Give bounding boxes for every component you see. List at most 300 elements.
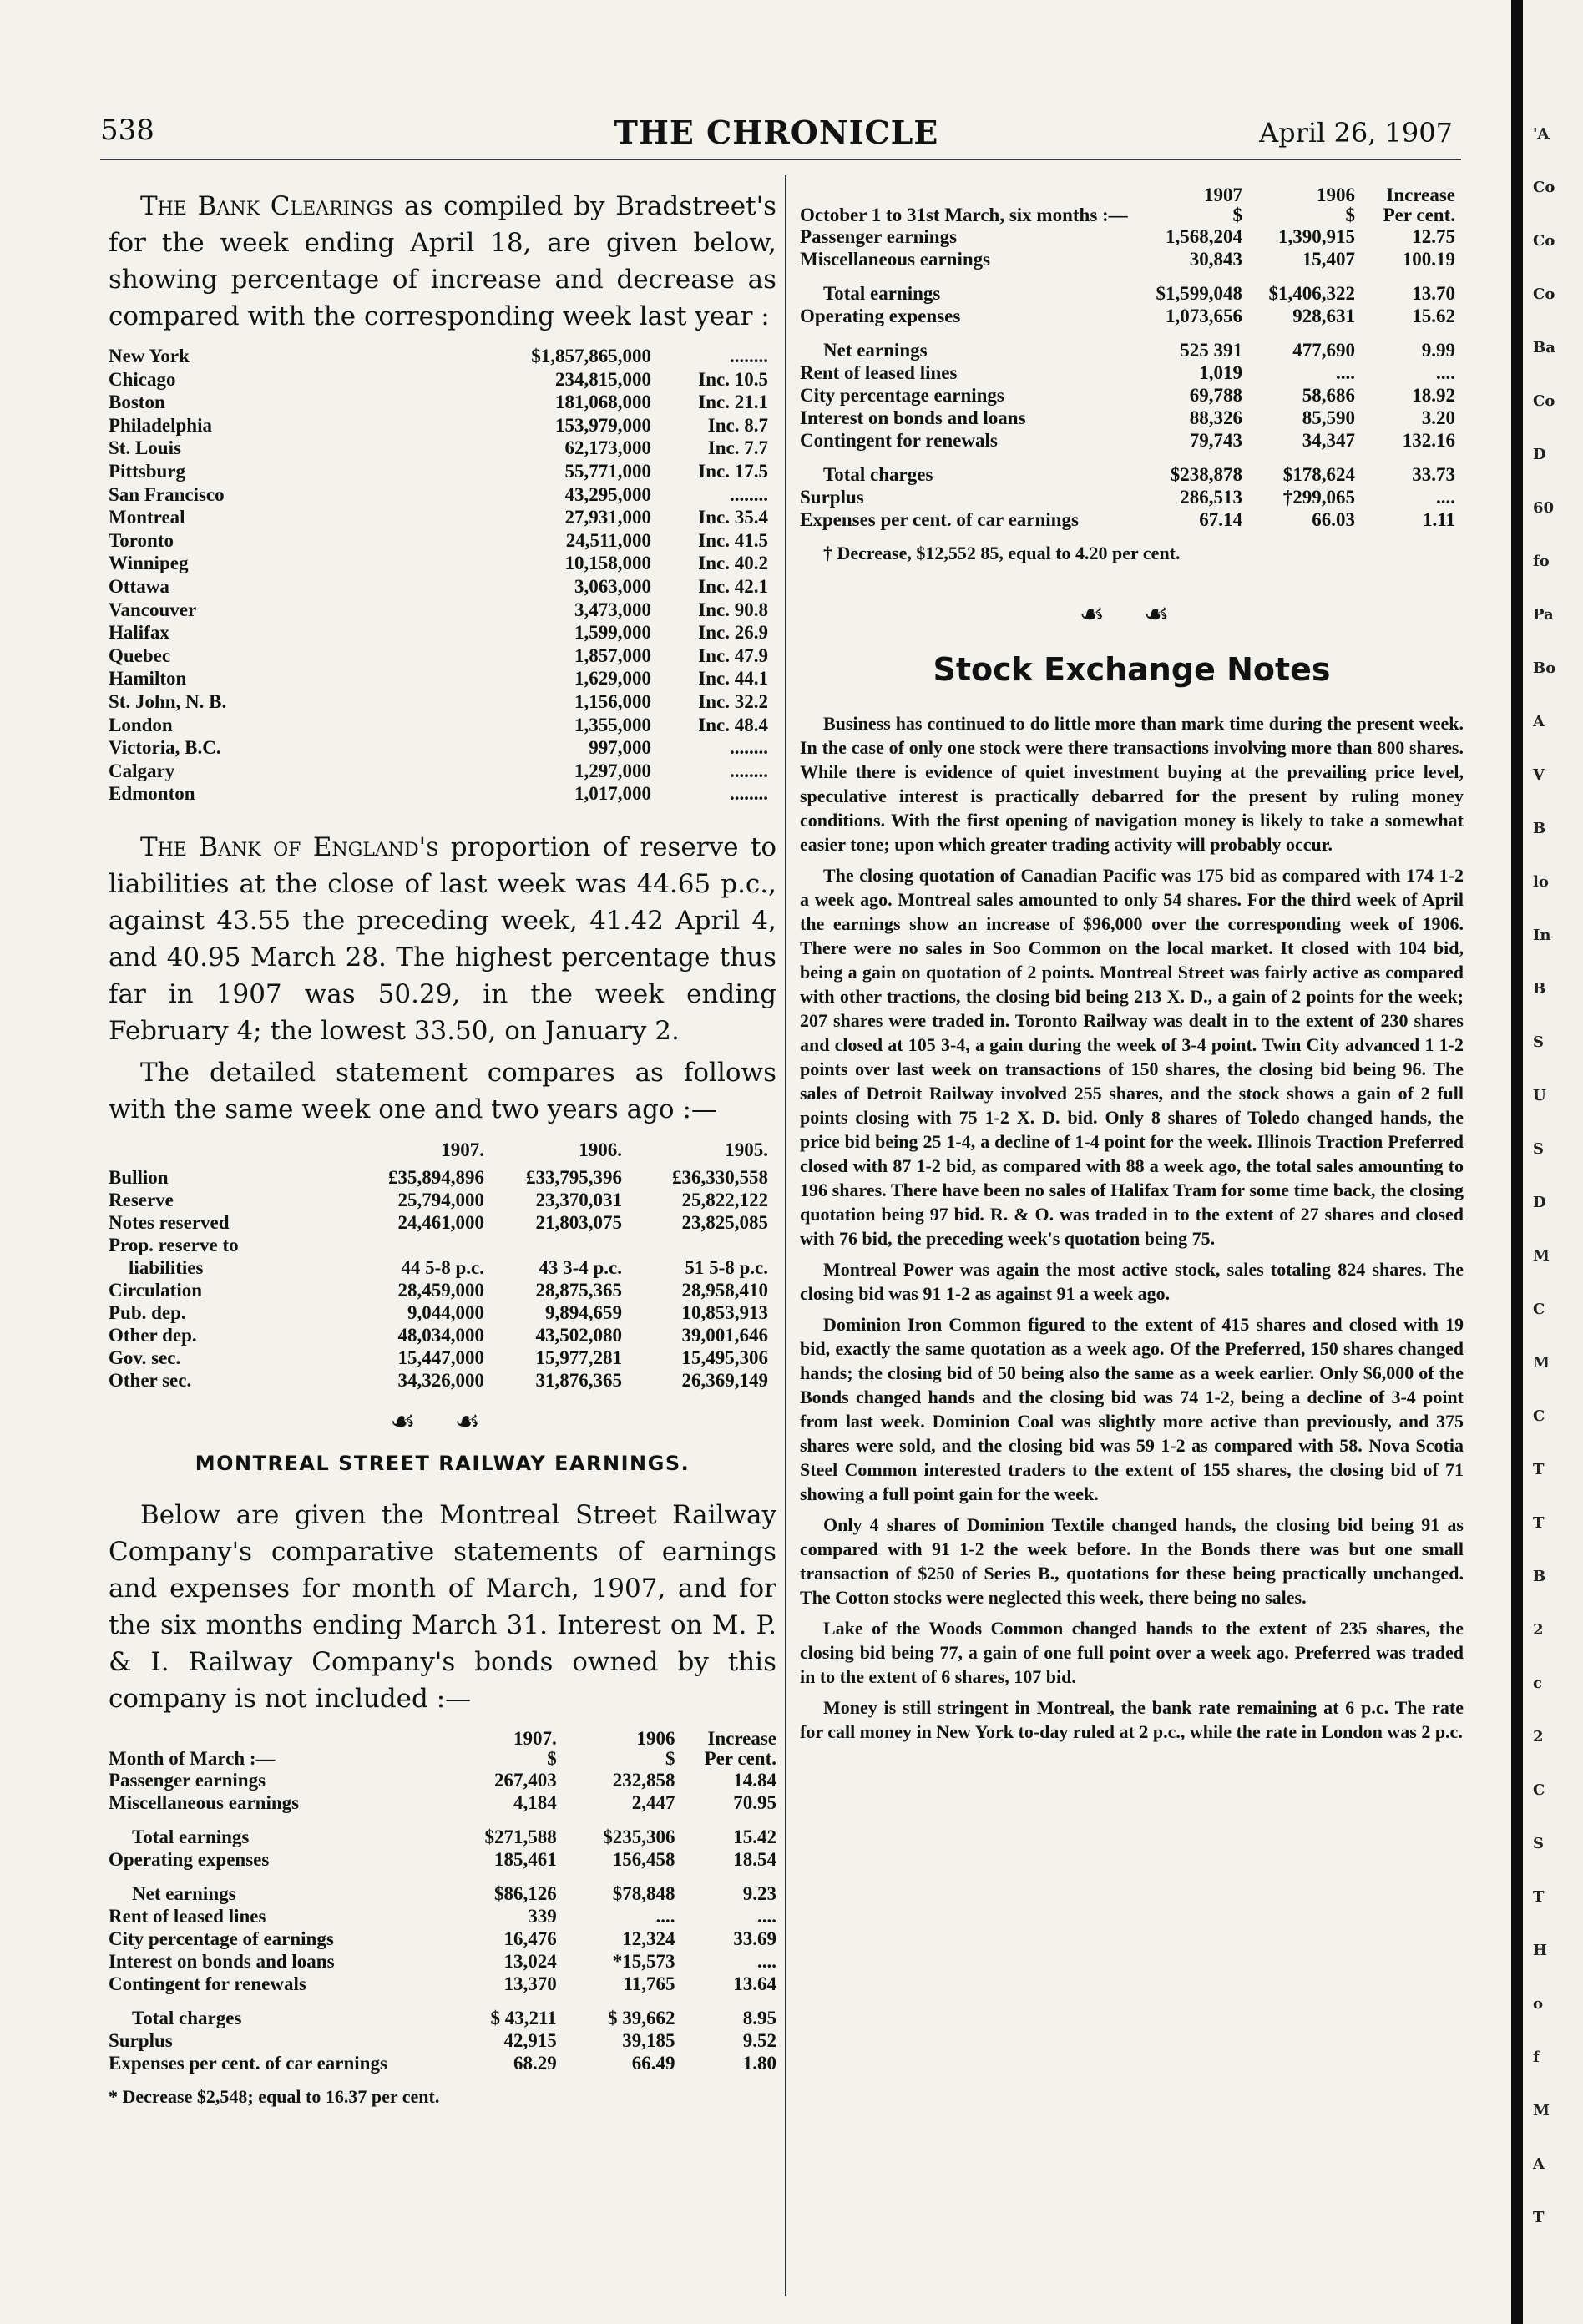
value-1905: 39,001,646 [681,1324,768,1346]
bank-row [109,1369,768,1392]
clearing-change: Inc. 21.1 [698,392,768,413]
value-1906: 12,324 [622,1927,675,1949]
bank-row [109,1189,768,1211]
increase-pct: .... [1436,362,1455,383]
value-1907: $86,126 [493,1882,557,1904]
edge-fragment: Co [1533,232,1555,250]
col-year: 1906 [1317,184,1355,205]
adjacent-page-edge [1511,0,1583,2324]
earnings-row [800,452,1455,486]
clearing-change: Inc. 41.5 [698,529,768,551]
edge-fragment: T [1533,2209,1545,2226]
clearing-amount: 153,979,000 [555,414,651,436]
value-1907: 25,794,000 [397,1189,484,1210]
edge-fragment: 'A [1533,125,1550,143]
edge-fragment: S [1533,1835,1544,1852]
bank-of-england-para-2: The detailed statement compares as follows with the same week one and two years ago :— [109,1057,776,1124]
year-header: 1905. [725,1139,768,1160]
edge-fragment: f [1533,2049,1540,2066]
bank-clearings-lead: The Bank Clearings [140,191,394,221]
value-1907: 88,326 [1189,407,1242,428]
earnings-label: Contingent for renewals [800,430,998,451]
value-1905: 25,822,122 [681,1189,768,1210]
earnings-label: Interest on bonds and loans [109,1950,335,1972]
clearing-amount: 1,355,000 [574,714,651,735]
earnings-row [109,1973,776,1995]
increase-pct: 33.69 [733,1927,776,1949]
clearing-amount: 55,771,000 [564,460,651,482]
edge-fragment: S [1533,1033,1544,1051]
march-footnote: * Decrease $2,548; equal to 16.37 per cent. [109,2085,440,2107]
value-1907: 34,326,000 [397,1369,484,1391]
stock-note-paragraph: Dominion Iron Common figured to the extent of 415 shares and closed with 19 bid, exactly the same quotation as a week ago. Of the Preferred, 150 shares changed hands; the closing bid of 50 being also the same as a week earlier. Only $6,000 of the Bonds changed hands and the closing bid was 74 1-2, being a decline of 3-4 point from last week. Dominion Coal was slightly more active than previously, and 375 shares were sold, and the closing bid was 59 1-2 as compared with 58. Nova Scotia Steel Common interested traders to the extent of 155 shares, the closing bid of 71 showing a full point gain for the week. [800,1314,1464,1504]
increase-pct: 15.62 [1412,306,1455,326]
clearing-change: Inc. 17.5 [698,460,768,482]
increase-pct: .... [1436,487,1455,508]
earnings-row [800,508,1455,531]
value-1907: 286,513 [1180,487,1242,508]
increase-pct: 100.19 [1402,249,1455,270]
bank-row-label: Pub. dep. [109,1301,186,1323]
earnings-label: Expenses per cent. of car earnings [800,509,1079,530]
montreal-heading: MONTREAL STREET RAILWAY EARNINGS. [195,1451,690,1475]
earnings-row [800,305,1455,327]
value-1906: 2,447 [631,1791,675,1813]
increase-pct: 132.16 [1402,430,1455,451]
city-name: St. John, N. B. [109,690,227,712]
bank-clearings-table [109,345,768,806]
earnings-label: Net earnings [132,1882,236,1904]
clearing-amount: 181,068,000 [555,392,651,413]
clearing-change: Inc. 40.2 [698,553,768,574]
value-1907: $271,588 [484,1826,557,1847]
value-1907 [359,1234,484,1256]
bank-of-england-table [109,1139,768,1392]
earnings-row [800,384,1455,407]
binding-shadow [1511,0,1523,2324]
earnings-label: Total earnings [132,1826,250,1847]
earnings-label: Passenger earnings [800,226,958,247]
clearing-amount: 3,063,000 [574,575,651,597]
earnings-row [109,1848,776,1871]
col-increase: Increase Per cent. [1383,184,1455,225]
edge-fragment: T [1533,1514,1545,1532]
value-1907: 68.29 [513,2052,557,2074]
clearing-change: Inc. 8.7 [707,414,768,436]
clearing-amount: 3,473,000 [574,599,651,620]
earnings-row [800,361,1455,384]
edge-fragment: M [1533,2102,1550,2119]
edge-fragment: B [1533,820,1546,837]
right-column [800,185,1464,1751]
col-year: 1907. [513,1727,557,1749]
value-1907: 69,788 [1189,385,1242,406]
value-1906: 11,765 [623,1973,675,1994]
value-1905: 28,958,410 [681,1279,768,1301]
bank-row [109,1234,768,1256]
earnings-label: Expenses per cent. of car earnings [109,2052,387,2074]
value-1907: 525 391 [1180,340,1242,361]
city-name: Ottawa [109,575,169,597]
clearing-row [109,760,768,783]
increase-pct: 3.20 [1421,407,1455,428]
value-1906: .... [655,1905,675,1927]
clearing-change: ........ [730,483,768,505]
value-1906: $1,406,322 [1268,283,1355,304]
clearing-amount: $1,857,865,000 [531,346,651,366]
header-rule [100,159,1461,160]
city-name: San Francisco [109,483,225,505]
value-1905 [622,1234,768,1256]
clearing-change: Inc. 90.8 [698,599,768,620]
clearing-row [109,621,768,644]
value-1906: 66.03 [1312,509,1355,530]
earnings-label: Operating expenses [800,306,961,326]
increase-pct: 8.95 [742,2007,776,2028]
edge-fragment: M [1533,1247,1550,1265]
col-year: 1906 [636,1727,675,1749]
earnings-row [109,1791,776,1814]
value-1906: .... [1336,362,1355,383]
earnings-label: Rent of leased lines [109,1905,266,1927]
value-1906: 15,407 [1302,249,1355,270]
edge-fragment: C [1533,1407,1545,1425]
earnings-label: Total earnings [823,283,941,304]
page-header [100,114,1453,155]
earnings-row [109,1769,776,1791]
edge-fragment: V [1533,766,1545,784]
six-month-earnings-table [800,185,1455,531]
value-1907: 67.14 [1199,509,1242,530]
page-number: 538 [100,114,154,147]
value-1906: 9,894,659 [545,1301,622,1323]
bank-row-label: liabilities [129,1256,204,1278]
issue-date: April 26, 1907 [1258,117,1453,149]
earnings-row [800,225,1455,248]
clearing-row [109,690,768,714]
value-1906: 156,458 [612,1848,675,1870]
edge-fragment: Co [1533,392,1555,410]
city-name: Hamilton [109,668,187,690]
edge-fragment: 2 [1533,1621,1544,1639]
edge-fragment: Pa [1533,606,1554,624]
clearing-row [109,714,768,737]
city-name: Chicago [109,368,176,390]
earnings-label: Surplus [109,2029,173,2051]
clearing-row [109,552,768,575]
city-name: New York [109,346,190,366]
value-1906 [484,1234,622,1256]
value-1905: 15,495,306 [681,1346,768,1368]
bank-row-label: Reserve [109,1189,174,1210]
earnings-label: Net earnings [823,340,928,361]
city-name: Halifax [109,622,169,644]
clearing-amount: 1,156,000 [574,690,651,712]
city-name: Vancouver [109,599,197,620]
edge-fragment: A [1533,713,1545,730]
city-name: London [109,714,173,735]
stock-exchange-heading: Stock Exchange Notes [933,651,1331,688]
value-1907: $ 43,211 [490,2007,557,2028]
city-name: Montreal [109,507,185,528]
clearing-change: Inc. 10.5 [698,368,768,390]
clearing-amount: 62,173,000 [564,437,651,459]
earnings-row [800,327,1455,361]
edge-fragment: Co [1533,179,1555,196]
value-1906: 31,876,365 [535,1369,622,1391]
clearing-row [109,599,768,622]
value-1907: 1,019 [1199,362,1242,383]
ornament: ☙ ☙ [390,1404,495,1438]
value-1906: $ 39,662 [607,2007,675,2028]
edge-fragment: A [1533,2155,1545,2173]
clearing-amount: 234,815,000 [555,368,651,390]
clearing-row [109,575,768,599]
city-name: Quebec [109,644,171,666]
column-divider [785,175,786,2296]
value-1906: 1,390,915 [1278,226,1355,247]
value-1906: 43,502,080 [535,1324,622,1346]
clearing-amount: 997,000 [589,737,651,759]
edge-fragment: 2 [1533,1728,1544,1746]
bank-row [109,1166,768,1189]
value-1906: 58,686 [1302,385,1355,406]
march-label: Month of March :— [109,1747,276,1769]
earnings-row [109,2052,776,2074]
col-increase: Increase Per cent. [704,1727,776,1769]
stock-note-paragraph: Lake of the Woods Common changed hands to the extent of 235 shares, the closing bid being 77, a gain of one full point over a week ago. Preferred was traded in to the extent of 6 shares, 107 bid. [800,1618,1464,1687]
col-year: 1907 [1204,184,1242,205]
earnings-row [800,429,1455,452]
value-1906: †299,065 [1282,487,1355,508]
earnings-row [109,1871,776,1905]
left-column [109,188,776,2108]
increase-pct: 18.54 [733,1848,776,1870]
earnings-row [109,1950,776,1973]
clearing-amount: 43,295,000 [564,483,651,505]
currency: $ [665,1747,675,1769]
value-1905: 10,853,913 [681,1301,768,1323]
increase-pct: 70.95 [733,1791,776,1813]
clearing-change: Inc. 35.4 [698,507,768,528]
value-1907: 1,073,656 [1166,306,1242,326]
clearing-amount: 10,158,000 [564,553,651,574]
bank-of-england-para-1 [109,829,776,1049]
city-name: Victoria, B.C. [109,737,221,759]
value-1907: $1,599,048 [1156,283,1242,304]
edge-fragment: 60 [1533,499,1555,517]
edge-fragment: lo [1533,873,1549,891]
value-1907: 267,403 [493,1769,557,1791]
bank-row [109,1346,768,1369]
value-1906: $178,624 [1282,464,1355,485]
value-1907: 9,044,000 [407,1301,484,1323]
edge-fragment: D [1533,446,1546,463]
clearing-row [109,506,768,529]
value-1906: 232,858 [612,1769,675,1791]
city-name: Pittsburg [109,460,185,482]
increase-pct: 33.73 [1412,464,1455,485]
increase-pct: 1.11 [1423,509,1455,530]
value-1906: 43 3-4 p.c. [539,1256,622,1278]
value-1907: 42,915 [503,2029,557,2051]
value-1907: 15,447,000 [397,1346,484,1368]
earnings-row [109,1927,776,1950]
clearing-row [109,644,768,668]
earnings-label: Rent of leased lines [800,362,958,383]
edge-fragment: T [1533,1461,1545,1478]
clearing-row [109,437,768,460]
earnings-label: Miscellaneous earnings [109,1791,300,1813]
edge-fragment: c [1533,1675,1542,1692]
value-1906: 21,803,075 [535,1211,622,1233]
bank-row [109,1324,768,1346]
value-1905: £36,330,558 [672,1166,768,1188]
value-1906: 928,631 [1292,306,1355,326]
ornament: ☙ ☙ [1079,598,1185,631]
value-1906: 23,370,031 [535,1189,622,1210]
clearing-row [109,483,768,507]
clearing-amount: 1,629,000 [574,668,651,690]
value-1907: 1,568,204 [1166,226,1242,247]
edge-fragment: fo [1533,553,1550,570]
city-name: Boston [109,392,165,413]
clearing-change: ........ [730,737,768,759]
clearing-change: ........ [730,760,768,781]
edge-fragment: D [1533,1194,1546,1211]
clearing-row [109,529,768,553]
value-1907: 4,184 [513,1791,557,1813]
bank-of-england-text: proportion of reserve to liabilities at the close of last week was 44.65 p.c., against 43.55 the preceding week, 41.42 April 4, and 40.95 March 28. The highest percentage thus far in 1907 was 50.29, in the week ending February 4; the lowest 33.50, on January 2. [109,831,776,1046]
edge-fragment: Co [1533,285,1555,303]
clearing-amount: 1,017,000 [574,783,651,805]
earnings-label: Interest on bonds and loans [800,407,1026,428]
increase-pct: 13.70 [1412,283,1455,304]
city-name: St. Louis [109,437,181,459]
edge-fragment: M [1533,1354,1550,1372]
edge-fragment: H [1533,1942,1548,1959]
bank-row-label: Other sec. [109,1369,192,1391]
clearing-amount: 1,297,000 [574,760,651,781]
increase-pct: 15.42 [733,1826,776,1847]
clearing-change: Inc. 42.1 [698,575,768,597]
value-1906: 66.49 [631,2052,675,2074]
clearing-row [109,368,768,392]
bank-row-label: Bullion [109,1166,169,1188]
clearing-amount: 24,511,000 [565,529,651,551]
earnings-row [800,248,1455,270]
earnings-row [800,486,1455,508]
increase-pct: 13.64 [733,1973,776,1994]
clearing-amount: 1,857,000 [574,644,651,666]
value-1906: 34,347 [1302,430,1355,451]
value-1905: 51 5-8 p.c. [685,1256,768,1278]
earnings-row [800,407,1455,429]
clearing-row [109,391,768,414]
earnings-label: City percentage of earnings [109,1927,334,1949]
stock-note-paragraph: The closing quotation of Canadian Pacific was 175 bid as compared with 174 1-2 a week ago. Montreal sales amounted to only 54 shares. For the third week of April the earnings show an increase of $96,000 over the corresponding week of 1906. There were no sales in Soo Common on the local market. It closed with 104 bid, being a gain on quotation of 2 points. Montreal Street was fairly active as compared with other tractions, the closing bid being 213 X. D., a gain of 2 points for the week; 207 shares were traded in. Toronto Railway was dealt in to the extent of 230 shares and closed at 105 3-4, a gain during the week of 3-4 point. Twin City advanced 1 1-2 points over last week on transactions of 150 shares, the closing bid being 96. The sales of Detroit Railway involved 255 shares, and the stock shows a gain of 2 full points closing with 75 1-2 X. D. bid. Only 8 shares of Toledo changed hands, the price bid being 25 1-4, a decline of 1-4 point for the week. Illinois Traction Preferred closed with 87 1-2 bid, as compared with 88 a week ago, the total sales amounting to 196 shares. There have been no sales of Halifax Tram for some time back, the closing quotation being 97 bid. R. & O. was traded in to the extent of 27 shares and closed with 76 bid, the preceding week's quotation being 75. [800,865,1464,1249]
clearing-change: Inc. 44.1 [698,668,768,690]
edge-fragment: B [1533,980,1546,998]
value-1907: 13,370 [503,1973,557,1994]
clearing-row [109,460,768,483]
value-1907: 16,476 [503,1927,557,1949]
increase-pct: 14.84 [733,1769,776,1791]
clearing-change: Inc. 48.4 [698,714,768,735]
bank-row-label: Prop. reserve to [109,1234,239,1255]
increase-pct: 18.92 [1412,385,1455,406]
year-header: 1907. [441,1139,484,1160]
increase-pct: 9.99 [1421,340,1455,361]
city-name: Winnipeg [109,553,189,574]
increase-pct: 12.75 [1412,226,1455,247]
value-1906: $235,306 [603,1826,675,1847]
currency: $ [547,1747,557,1769]
increase-pct: 9.23 [742,1882,776,1904]
six-month-label: October 1 to 31st March, six months :— [800,205,1128,225]
value-1906: 28,875,365 [535,1279,622,1301]
clearing-row [109,736,768,760]
value-1907: 339 [528,1905,557,1927]
increase-pct: 9.52 [742,2029,776,2051]
earnings-label: Surplus [800,487,864,508]
value-1906: *15,573 [612,1950,675,1972]
clearing-change: Inc. 26.9 [698,622,768,644]
clearing-row [109,667,768,690]
value-1906: 39,185 [622,2029,675,2051]
city-name: Philadelphia [109,414,212,436]
earnings-row [800,270,1455,305]
stock-note-paragraph: Money is still stringent in Montreal, the bank rate remaining at 6 p.c. The rate for call money in New York to-day ruled at 2 p.c., while the rate in London was 2 p.c. [800,1697,1464,1742]
value-1907: 13,024 [503,1950,557,1972]
value-1907: 44 5-8 p.c. [401,1256,484,1278]
edge-fragment: C [1533,1781,1545,1799]
bank-row [109,1256,768,1279]
six-month-footnote: † Decrease, $12,552 85, equal to 4.20 per cent. [823,543,1181,563]
earnings-label: City percentage earnings [800,385,1004,406]
value-1907: 28,459,000 [397,1279,484,1301]
value-1907: £35,894,896 [388,1166,484,1188]
edge-fragment: In [1533,927,1551,944]
earnings-label: Total charges [823,464,933,485]
earnings-label: Miscellaneous earnings [800,249,991,270]
earnings-row [109,1905,776,1927]
bank-clearings-text: as compiled by Bradstreet's for the week ending April 18, are given below, showing percentage of increase and decrease as compared with the corresponding week last year : [109,191,776,331]
bank-clearings-intro [109,188,776,335]
edge-fragment: Bo [1533,659,1556,677]
earnings-row [109,2029,776,2052]
stock-exchange-notes [800,711,1464,1744]
value-1906: 15,977,281 [535,1346,622,1368]
publication-title: THE CHRONICLE [614,114,939,151]
increase-pct: 1.80 [742,2052,776,2074]
value-1907: 48,034,000 [397,1324,484,1346]
bank-of-england-lead: The Bank of England's [140,831,439,862]
edge-fragment: B [1533,1568,1546,1585]
bank-row-label: Notes reserved [109,1211,230,1233]
value-1907: 30,843 [1189,249,1242,270]
bank-row [109,1211,768,1234]
edge-fragment: o [1533,1995,1544,2013]
clearing-amount: 27,931,000 [564,507,651,528]
edge-fragment: S [1533,1140,1544,1158]
earnings-row [109,1814,776,1848]
stock-note-paragraph: Only 4 shares of Dominion Textile changed hands, the closing bid being 91 as compared with 91 1-2 the week before. In the Bonds there was but one small transaction of $250 of Series B., quotations for these being practically unchanged. The Cotton stocks were neglected this week, there being no sales. [800,1514,1464,1608]
bank-row [109,1279,768,1301]
edge-fragment: U [1533,1087,1546,1104]
city-name: Calgary [109,760,175,781]
currency: $ [1232,205,1242,225]
